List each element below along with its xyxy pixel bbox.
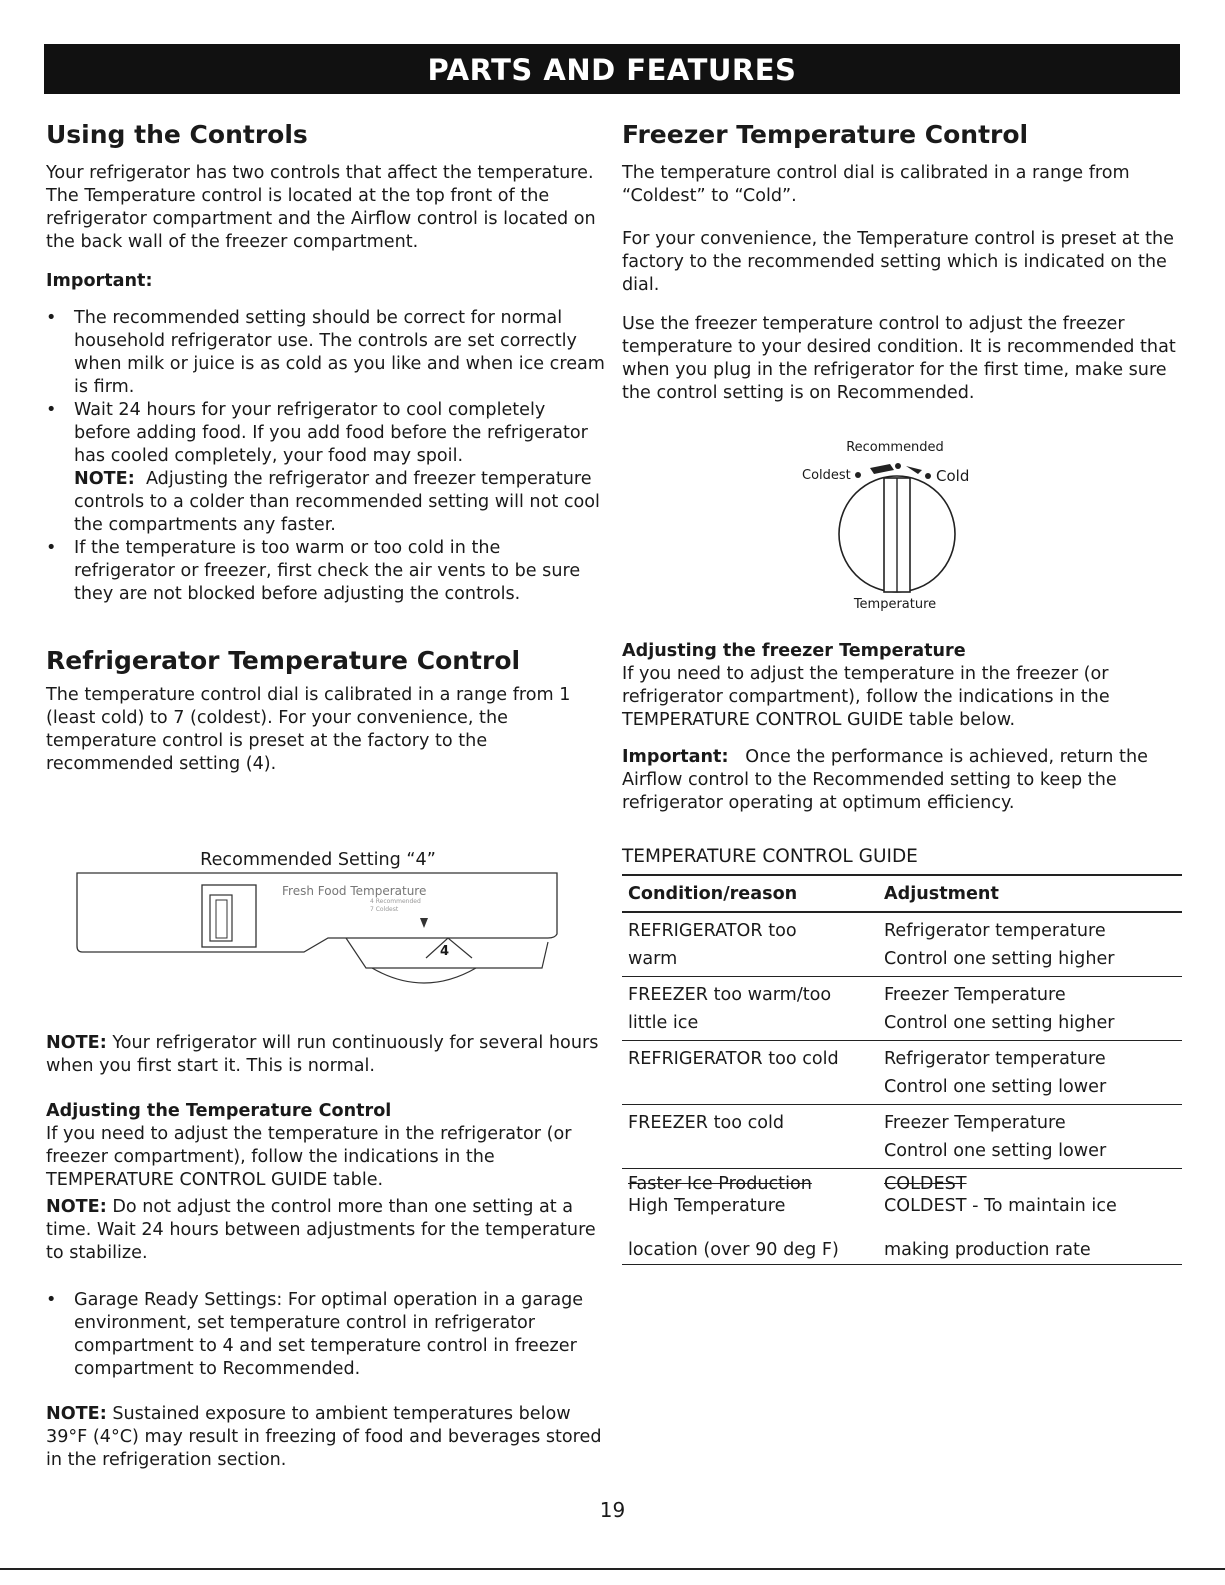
note-ambient-temperature: NOTE: Sustained exposure to ambient temperatures below 39°F (4°C) may result in freezing of food and beverages stored in the refrigeration section. [46,1404,602,1470]
figure-caption: Recommended Setting “4” [200,850,436,870]
fridge-control-heading: Refrigerator Temperature Control [46,646,521,675]
adjust-freezer-heading: Adjusting the freezer Temperature [622,641,966,661]
struck-text: COLDEST [884,1174,967,1194]
bullet-note: Adjusting the refrigerator and freezer temperature controls to a colder than recommended setting will not cool the compartments any faster. [74,469,600,535]
header-condition: Condition/reason [622,875,878,912]
important-airflow-note: Important: Once the performance is achieved, return the Airflow control to the Recommended setting to keep the refrigerator operating at optimum efficiency. [622,747,1148,813]
adjust-temperature-paragraph: If you need to adjust the temperature in the refrigerator (or freezer compartment), follow the indications in the TEMPERATURE CONTROL GUIDE table. [46,1124,572,1190]
freezer-control-heading: Freezer Temperature Control [622,120,1029,149]
freezer-dial-figure [790,440,990,615]
bullet-item: • The recommended setting should be correct for normal household refrigerator use. The controls are set correctly when milk or juice is as cold as you like and when ice cream is firm. [46,307,606,399]
temperature-control-guide-table [622,874,1182,1265]
dial-setting-value: 4 [440,944,450,959]
note-one-setting: NOTE: Do not adjust the control more than one setting at a time. Wait 24 hours between adjustments for the temperature to stabilize. [46,1197,596,1263]
note-label: NOTE: [74,469,135,489]
using-controls-heading: Using the Controls [46,120,308,149]
dial-coldest-label: Coldest [802,468,851,483]
dial-cold-label: Cold [936,467,970,485]
right-column-lower [622,640,1182,1265]
page-number: 19 [599,1498,626,1522]
header-adjustment: Adjustment [878,875,1182,912]
bullet-item: • Garage Ready Settings: For optimal operation in a garage environment, set temperature control in refrigerator compartment to 4 and set temperature control in freezer compartment to Recommended. [46,1289,606,1381]
dial-recommended-label: Recommended [846,440,944,455]
guide-title: TEMPERATURE CONTROL GUIDE [622,846,918,867]
left-column [46,120,606,776]
table-row: FREEZER too cold Freezer Temperature Control one setting lower [622,1105,1182,1169]
right-column [622,120,1182,405]
dial-temperature-label: Temperature [853,597,937,612]
using-controls-paragraph-1: Your refrigerator has two controls that affect the temperature. [46,163,594,183]
struck-text: Faster Ice Production [628,1174,812,1194]
panel-sublabels: 4 Recommended 7 Coldest [370,898,421,913]
panel-label: Fresh Food Temperature [282,884,427,898]
note-continuous-run: NOTE: Your refrigerator will run continuously for several hours when you first start it. This is normal. [46,1033,599,1076]
bullet-item: • Wait 24 hours for your refrigerator to cool completely before adding food. If you add food before the refrigerator has cooled completely, your food may spoil. NOTE: Adjusting the refrigerator and freezer temperature controls to a colder than recommended setting will not cool the compartments any faster. [46,399,606,537]
fridge-control-figure [76,850,560,990]
freezer-dial-drawing [790,458,990,598]
bottom-rule [0,1568,1225,1570]
garage-bullet-list [46,1289,606,1381]
freezer-paragraph-3: Use the freezer temperature control to adjust the freezer temperature to your desired condition. It is recommended that when you plug in the refrigerator for the first time, make sure the control setting is on Recommended. [622,314,1176,403]
table-header-row [622,875,1182,912]
bullet-item: • If the temperature is too warm or too cold in the refrigerator or freezer, first check the air vents to be sure they are not blocked before adjusting the controls. [46,537,606,606]
table-row: REFRIGERATOR too warm Refrigerator temperature Control one setting higher [622,912,1182,977]
freezer-paragraph-1: The temperature control dial is calibrated in a range from “Coldest” to “Cold”. [622,163,1130,206]
using-controls-paragraph-2: The Temperature control is located at the top front of the refrigerator compartment and the Airflow control is located on the back wall of the freezer compartment. [46,186,596,252]
adjust-freezer-paragraph: If you need to adjust the temperature in the freezer (or refrigerator compartment), follow the indications in the TEMPERATURE CONTROL GUIDE table below. [622,664,1110,730]
important-label: Important: [46,271,153,291]
freezer-paragraph-2: For your convenience, the Temperature control is preset at the factory to the recommended setting which is indicated on the dial. [622,229,1174,295]
fridge-control-paragraph: The temperature control dial is calibrated in a range from 1 (least cold) to 7 (coldest). For your convenience, the temperature control is preset at the factory to the recommended setting (4). [46,685,571,774]
table-row: Faster Ice Production High Temperature location (over 90 deg F) COLDEST COLDEST - To maintain ice making production rate [622,1169,1182,1265]
important-bullet-list [46,307,606,606]
table-row: REFRIGERATOR too cold Refrigerator temperature Control one setting lower [622,1041,1182,1105]
table-row: FREEZER too warm/too little ice Freezer Temperature Control one setting higher [622,977,1182,1041]
left-column-lower [46,1032,606,1472]
section-banner: PARTS AND FEATURES [44,44,1180,94]
adjust-temperature-heading: Adjusting the Temperature Control [46,1101,392,1121]
